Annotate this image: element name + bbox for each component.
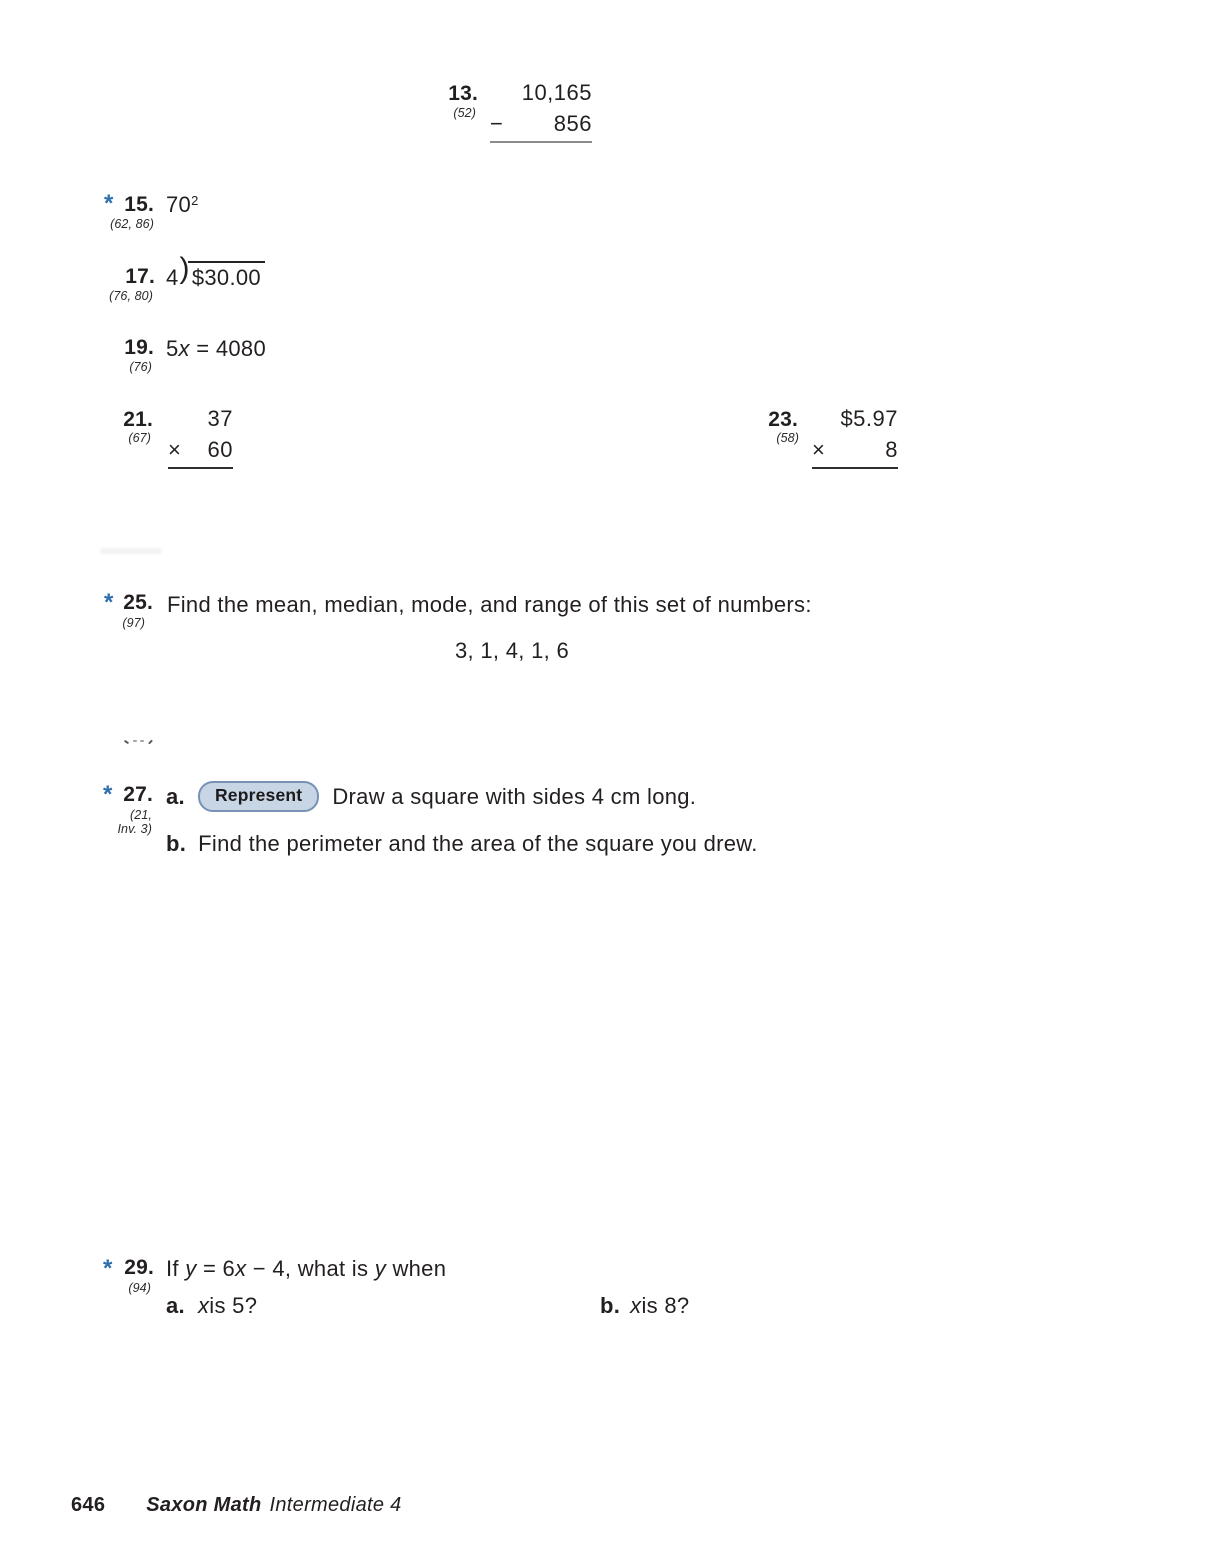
part-a-label: a. [166,1293,185,1318]
divisor: 4 [166,265,179,290]
coefficient: 5 [166,336,179,361]
stem-text: If [166,1256,186,1281]
division-bracket: ) [179,252,190,285]
book-edition: Intermediate 4 [269,1494,402,1516]
lesson-reference: (76) [129,360,152,374]
book-title: Saxon Math [146,1494,262,1516]
part-a-text: is 5? [209,1293,258,1318]
lesson-reference: (94) [128,1281,151,1295]
lesson-reference-line1: (21, [130,808,152,822]
top-factor: $5.97 [840,406,898,431]
problem-number: 25. [123,591,153,614]
times-sign: × [168,437,182,462]
bottom-factor-row [812,439,898,469]
variable-x: x [630,1293,642,1318]
long-division-problem [166,252,265,291]
star-icon: * [104,190,114,217]
subtraction-problem [490,82,592,143]
part-b-text: Find the perimeter and the area of the square you drew. [198,831,758,856]
lesson-reference: (58) [776,431,799,445]
multiplication-problem [168,408,233,469]
lesson-reference-line2: Inv. 3) [117,822,152,836]
equation [166,336,266,362]
page-number: 646 [71,1494,106,1516]
part-b-label: b. [600,1293,621,1318]
lesson-reference: (62, 86) [110,217,154,231]
part-a-row [166,1293,257,1319]
equation-value: = 4080 [189,336,266,361]
exponent-expression [166,192,198,218]
problem-number: 27. [123,783,153,806]
part-a-label: a. [166,783,185,809]
part-b-text: is 8? [641,1293,690,1318]
lesson-reference: (97) [122,616,145,630]
bottom-factor: 60 [207,437,233,462]
part-b-row [600,1293,689,1319]
star-icon: * [103,781,113,808]
stem-text: = 6 [196,1256,236,1281]
faded-print-artifact [124,737,154,745]
problem-number: 19. [124,336,154,359]
star-icon: * [104,589,114,616]
page-footer [71,1494,402,1517]
stem-text: − 4, what is [246,1256,375,1281]
variable-y: y [374,1256,387,1281]
stem-text: when [386,1256,447,1281]
times-sign: × [812,437,826,462]
subtrahend: 856 [553,111,592,136]
part-a-text: Draw a square with sides 4 cm long. [332,783,697,809]
problem-prompt: Find the mean, median, mode, and range of this set of numbers: [167,592,812,617]
problem-number: 17. [125,265,155,288]
part-b-row [166,831,758,857]
variable-x: x [235,1256,247,1281]
number-set: 3, 1, 4, 1, 6 [455,638,569,663]
part-b-label: b. [166,831,187,856]
minuend: 10,165 [521,80,592,105]
problem-number: 21. [123,408,153,431]
dividend: $30.00 [188,261,265,291]
equation-stem [166,1256,446,1282]
problem-number: 15. [124,193,154,216]
bottom-factor-row [168,439,233,469]
lesson-reference: (52) [453,106,476,120]
problem-number: 23. [768,408,798,431]
base: 70 [166,192,192,217]
star-icon: * [103,1255,113,1282]
problem-number: 29. [124,1256,154,1279]
exponent: 2 [191,193,199,208]
subtrahend-row [490,113,592,143]
top-factor: 37 [207,406,233,431]
lesson-reference: (67) [128,431,151,445]
part-a-row [166,781,696,812]
lesson-reference: (76, 80) [109,289,153,303]
variable-y: y [185,1256,197,1281]
faded-print-artifact [100,548,162,554]
variable-x: x [197,1293,210,1318]
minus-sign: − [490,111,504,136]
variable-x: x [178,336,190,361]
represent-badge: Represent [198,781,319,812]
problem-number: 13. [448,82,478,105]
bottom-factor: 8 [885,437,898,462]
multiplication-problem [812,408,898,469]
